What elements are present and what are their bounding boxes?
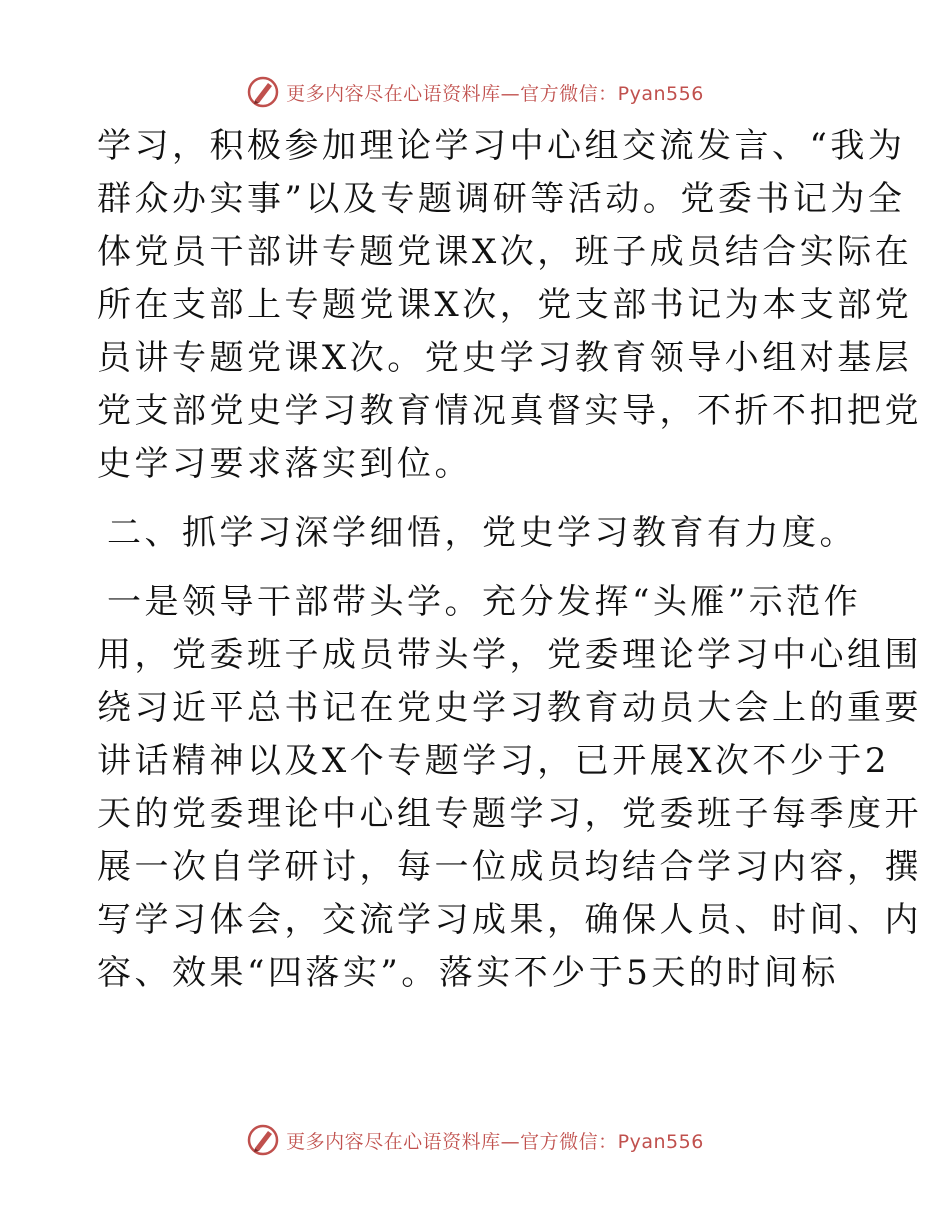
text-line: 群众办实事”以及专题调研等活动。党委书记为全 — [97, 179, 906, 219]
text-line: 容、效果“四落实”。落实不少于5天的时间标 — [97, 953, 839, 993]
text-line: 学习，积极参加理论学习中心组交流发言、“我为 — [97, 126, 906, 166]
text-line: 员讲专题党课X次。党史学习教育领导小组对基层 — [97, 338, 913, 378]
text-line: 党支部党史学习教育情况真督实导，不折不扣把党 — [97, 391, 922, 431]
text-line: 一是领导干部带头学。充分发挥“头雁”示范作 — [107, 582, 862, 622]
text-line: 体党员干部讲专题党课X次，班子成员结合实际在 — [97, 232, 913, 272]
text-line: 史学习要求落实到位。 — [97, 444, 472, 484]
header-watermark-text: 更多内容尽在心语资料库—官方微信：Pyan556 — [286, 82, 704, 105]
text-line: 写学习体会，交流学习成果，确保人员、时间、内 — [97, 900, 922, 940]
pen-logo-icon — [246, 1123, 280, 1157]
footer-watermark — [0, 1120, 950, 1160]
text-line: 所在支部上专题党课X次，党支部书记为本支部党 — [97, 285, 913, 325]
paragraph-1 — [97, 120, 922, 491]
header-watermark — [0, 72, 950, 112]
text-line: 用，党委班子成员带头学，党委理论学习中心组围 — [97, 635, 922, 675]
text-line: 绕习近平总书记在党史学习教育动员大会上的重要 — [97, 688, 922, 728]
text-line: 讲话精神以及X个专题学习，已开展X次不少于2 — [97, 741, 891, 781]
text-line: 天的党委理论中心组专题学习，党委班子每季度开 — [97, 794, 922, 834]
footer-watermark-text: 更多内容尽在心语资料库—官方微信：Pyan556 — [286, 1130, 704, 1153]
section-heading: 二、抓学习深学细悟，党史学习教育有力度。 — [107, 513, 857, 553]
text-line: 展一次自学研讨，每一位成员均结合学习内容，撰 — [97, 847, 922, 887]
paragraph-2 — [97, 576, 922, 1000]
document-body — [97, 120, 922, 1000]
pen-logo-icon — [246, 75, 280, 109]
